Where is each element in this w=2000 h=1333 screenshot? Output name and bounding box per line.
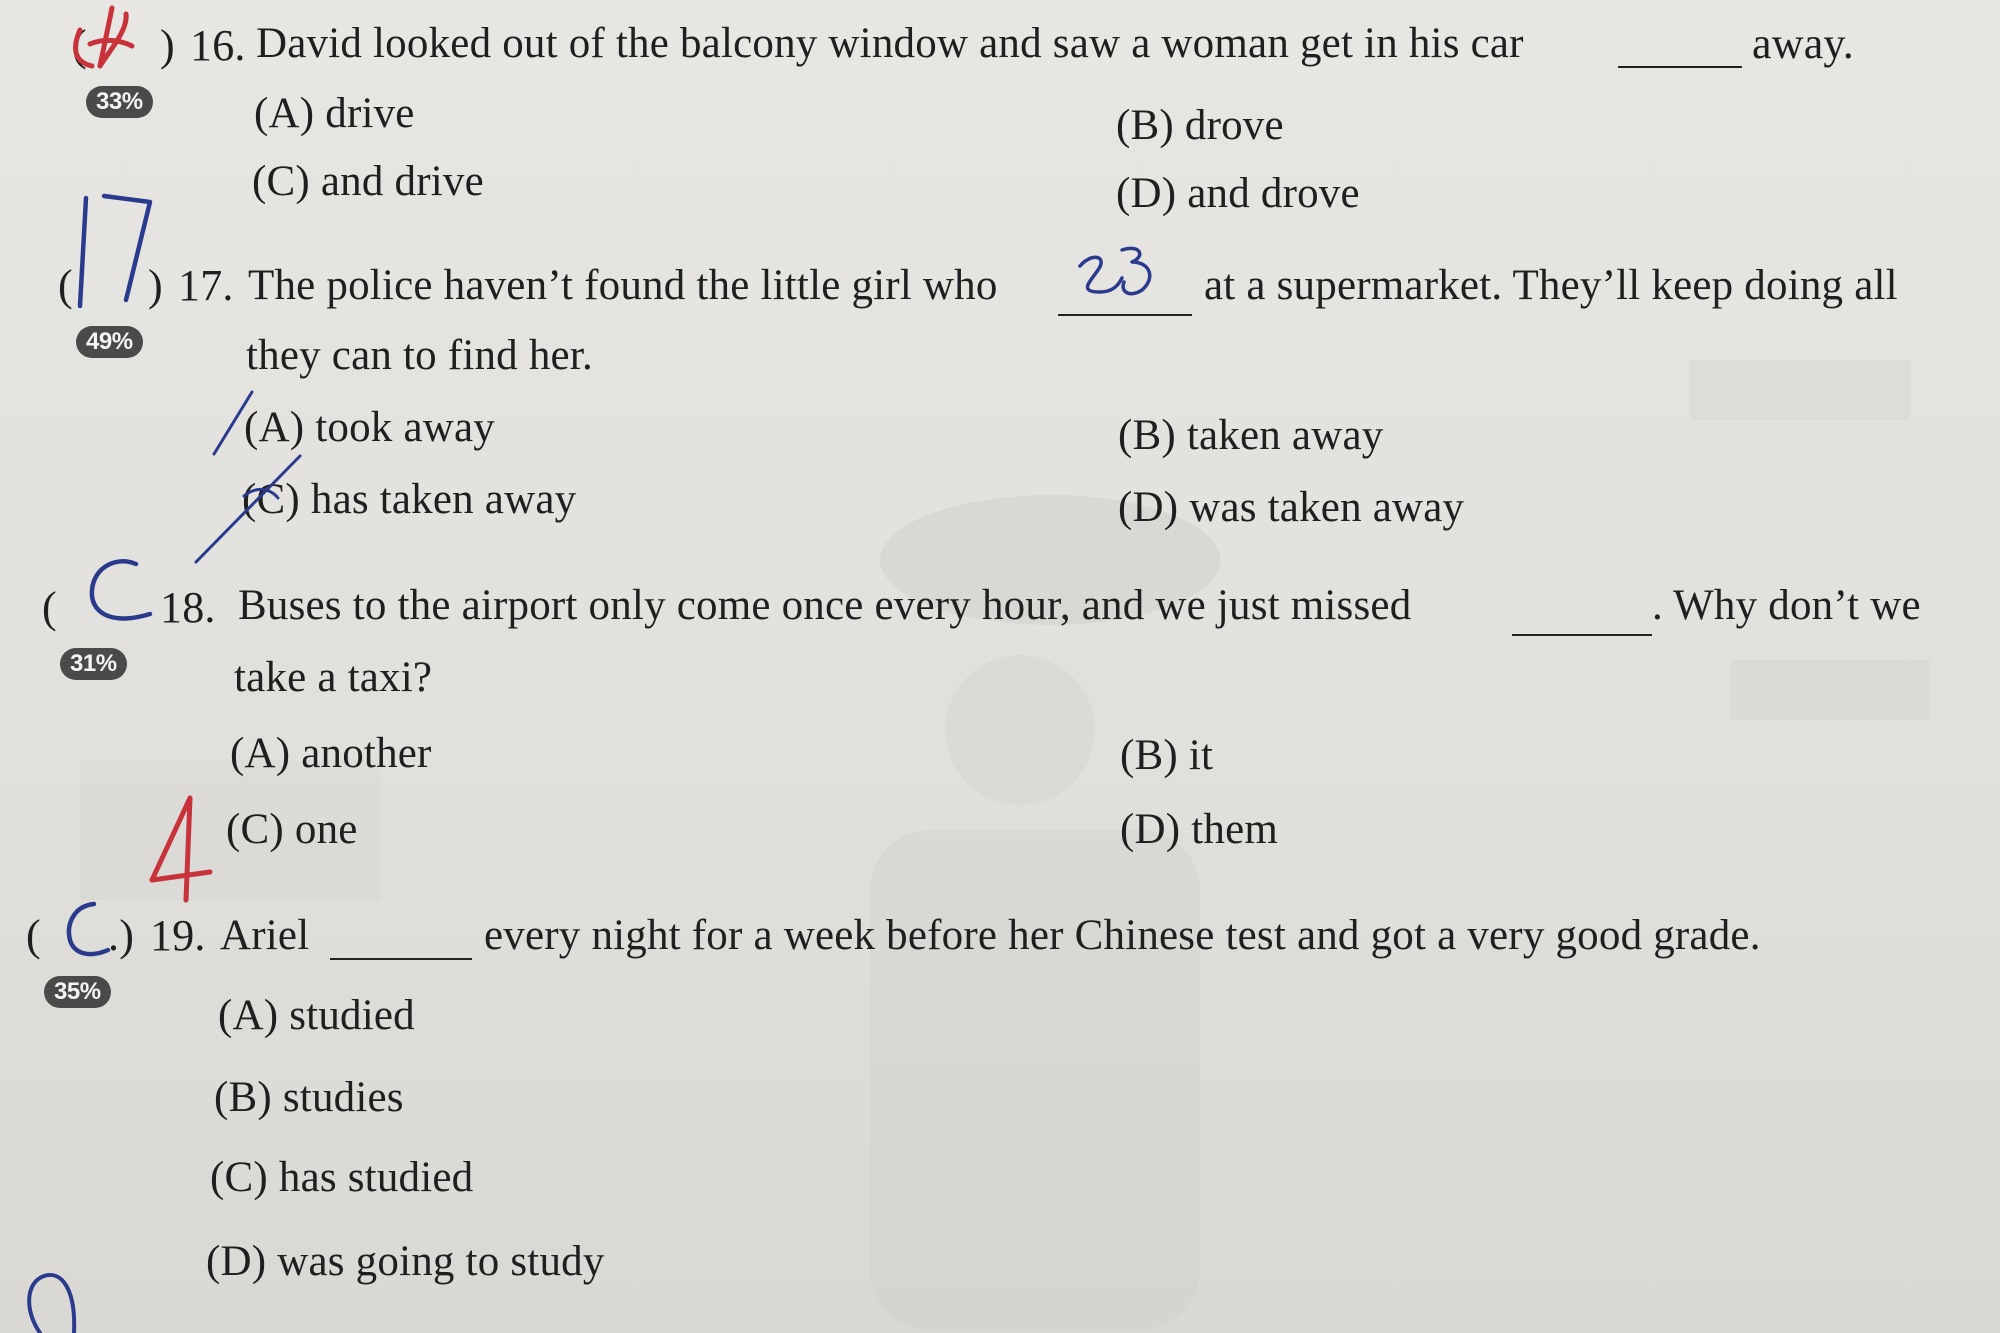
question-number: 16. xyxy=(190,21,246,70)
question-number: 18. xyxy=(160,583,216,632)
option-c: (C) has taken away xyxy=(242,476,577,523)
question-stem-end: . Why don’t we xyxy=(1652,582,1921,629)
option-b: (B) taken away xyxy=(1118,412,1384,459)
answer-paren-close: .) xyxy=(108,911,135,960)
answer-blank xyxy=(1512,634,1652,636)
percent-badge: 33% xyxy=(86,86,153,118)
answer-paren-close: ) xyxy=(148,261,163,310)
question-number: 17. xyxy=(178,261,234,310)
question-stem-line2: take a taxi? xyxy=(234,654,433,701)
option-a: (A) studied xyxy=(218,992,415,1039)
option-c: (C) has studied xyxy=(210,1154,474,1201)
option-a: (A) drive xyxy=(254,90,415,137)
question-stem-end: away. xyxy=(1752,19,1854,68)
answer-paren-open: ( xyxy=(72,21,87,70)
question-stem-line2: they can to find her. xyxy=(246,332,593,379)
percent-badge: 31% xyxy=(60,648,127,680)
q18-margin-handwriting xyxy=(92,561,150,618)
question-stem: The police haven’t found the little girl who xyxy=(248,262,998,309)
answer-paren-open: ( xyxy=(26,911,41,960)
option-a: (A) another xyxy=(230,730,432,777)
answer-paren-open: ( xyxy=(42,583,57,632)
question-stem: David looked out of the balcony window and saw a woman get in his car xyxy=(256,20,1524,67)
option-c: (C) and drive xyxy=(252,158,484,205)
bottom-margin-mark xyxy=(29,1275,74,1333)
answer-paren-open: ( xyxy=(58,261,73,310)
option-d: (D) and drove xyxy=(1116,170,1360,217)
option-d: (D) was taken away xyxy=(1118,484,1465,531)
percent-badge: 35% xyxy=(44,976,111,1008)
option-d: (D) was going to study xyxy=(206,1238,605,1285)
question-stem: Buses to the airport only come once every hour, and we just missed xyxy=(238,582,1412,629)
q18-option-c-red-a xyxy=(152,798,210,900)
answer-blank xyxy=(1058,314,1192,316)
question-stem-end: at a supermarket. They’ll keep doing all xyxy=(1204,262,1898,309)
answer-blank xyxy=(330,958,472,960)
q17-blank-scribble xyxy=(1080,248,1150,293)
q19-margin-handwriting xyxy=(69,904,108,954)
question-stem-end: every night for a week before her Chinese test and got a very good grade. xyxy=(484,912,1761,959)
option-d: (D) them xyxy=(1120,806,1279,853)
question-number: 19. xyxy=(150,911,206,960)
option-b: (B) it xyxy=(1120,732,1214,779)
option-b: (B) studies xyxy=(214,1074,404,1121)
q17-margin-handwriting xyxy=(80,196,150,306)
option-b: (B) drove xyxy=(1116,102,1284,149)
answer-paren-close: ) xyxy=(160,21,175,70)
option-a: (A) took away xyxy=(244,404,495,451)
option-c: (C) one xyxy=(226,806,358,853)
answer-blank xyxy=(1618,66,1742,68)
percent-badge: 49% xyxy=(76,326,143,358)
question-stem: Ariel xyxy=(220,912,310,959)
